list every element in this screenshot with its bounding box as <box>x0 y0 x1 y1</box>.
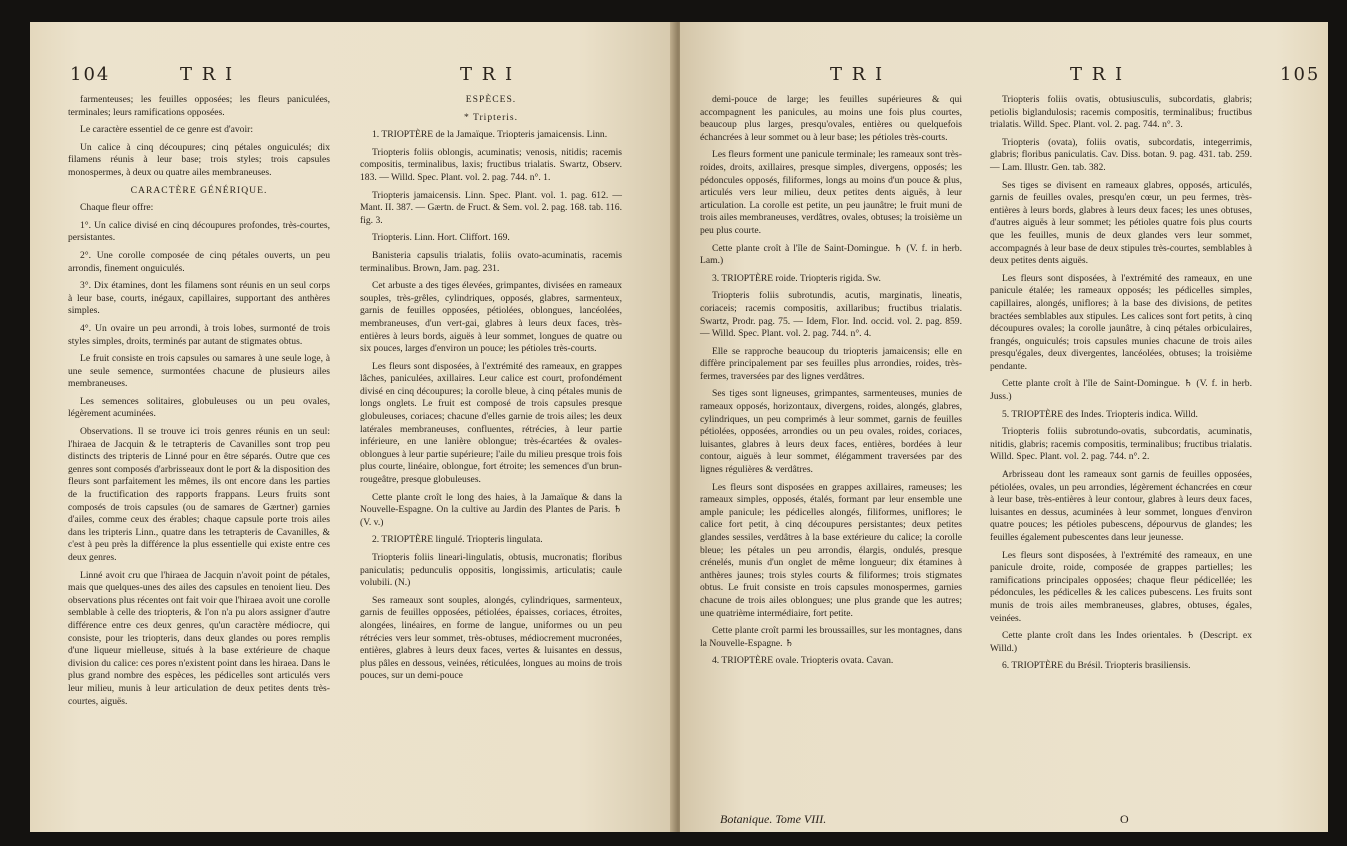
paragraph: Les fleurs sont disposées, à l'extrémité des rameaux, en une panicule droite, roide, composée de grappes partielles; les ramifications principales opposées; chaque fleur pédicellée; les pédoncules, les pédicelles & les calices pubescens. Les fruits sont munis de trois ailes membraneuses, glabres, obtuses, égales, veinées. <box>990 549 1252 624</box>
running-head-left-1: T R I <box>180 64 235 85</box>
open-book <box>30 22 1328 832</box>
paragraph: Triopteris jamaicensis. Linn. Spec. Plant. vol. 1. pag. 612. — Mant. II. 387. — Gærtn. de Fruct. & Sem. vol. 2. pag. 168. tab. 116. fig. 3. <box>360 189 622 226</box>
paragraph: 3. TRIOPTÈRE roide. Triopteris rigida. Sw. <box>712 272 881 284</box>
paragraph: 4°. Un ovaire un peu arrondi, à trois lobes, surmonté de trois styles simples, droits, terminés par autant de stigmates obtus. <box>68 322 330 347</box>
paragraph: Les fleurs sont disposées, à l'extrémité des rameaux, en une panicule étalée; les rameaux opposés; les pédicelles simples, capillaires, alongés, uniflores; à la base des divisions, de petites bractées semblables aux stipules. Les calices sont fort petits, à cinq découpures ovales; la corolle jaunâtre, à cinq pétales orbiculaires, frangés, onguiculés; trois capsules munies chacune de trois ailes presqu'égales, deux divergentes, lancéolées, obtuses; la troisième pendante. <box>990 272 1252 372</box>
paragraph: Arbrisseau dont les rameaux sont garnis de feuilles opposées, pétiolées, ovales, un peu arrondies, légèrement échancrées en cœur à leur base, très-entières à leur contour, glabres à leurs deux faces, luisantes en dessus, acuminées à leur sommet, longues d'environ quatre pouces; les pétioles pubescens, dépourvus de glandes; les feuilles également pubescentes dans leur jeunesse. <box>990 469 1252 543</box>
paragraph: Banisteria capsulis trialatis, foliis ovato-acuminatis, racemis terminalibus. Brown, Jam. pag. 231. <box>360 249 622 274</box>
paragraph: 3°. Dix étamines, dont les filamens sont réunis en un seul corps à leur base, courts, inégaux, capillaires, supportant des anthères simples. <box>68 280 330 317</box>
left-page <box>30 22 675 832</box>
paragraph: Cet arbuste a des tiges élevées, grimpantes, divisées en rameaux souples, très-grêles, cylindriques, opposés, glabres, sarmenteux, garnis de feuilles opposées, pétiolées, oblongues, lancéolées, membraneuses, d'un vert-gai, glabres à leurs deux faces, très-entières à leurs bords, aiguës à leur sommet, longues de quatre ou six pouces, larges d'environ un pouce; les pétioles très-courts. <box>360 280 622 355</box>
paragraph: Ses tiges se divisent en rameaux glabres, opposés, articulés, garnis de feuilles ovales, presqu'en cœur, un peu fermes, très-entières à leurs bords, glabres à leurs deux faces; les unes obtuses, d'autres aiguës à leur sommet; les pétioles quatre fois plus courts que les feuilles, munis de deux glandes vers leur sommet, accompagnés à leur base de deux stipules très-courtes, semblables à deux petites dents aiguës. <box>990 179 1252 267</box>
paragraph: 6. TRIOPTÈRE du Brésil. Triopteris brasiliensis. <box>1002 660 1191 672</box>
paragraph: 5. TRIOPTÈRE des Indes. Triopteris indica. Willd. <box>1002 408 1198 420</box>
paragraph: Les fleurs sont disposées en grappes axillaires, rameuses; les rameaux simples, opposés, étalés, formant par leur ensemble une ample panicule; les pédicelles alongés, filiformes, uniflores; le calice fort petit, à cinq découpures persistantes; deux petites glandes sessiles, verdâtres à la base extérieure du calice; la corolle bleue; les pétales un peu arrondis, élargis, ondulés, presque crénelés, munis d'un onglet de même longueur; dix étamines à anthères jaunes; trois styles courts & filiformes; trois stigmates obtus. Le fruit consiste en trois capsules monospermes, garnies chacune de trois ailes oblongues; une plus grande que les autres; une quatrième intermédiaire, fort petite. <box>700 481 962 619</box>
paragraph: * Tripteris. <box>463 111 519 123</box>
paragraph: 1. TRIOPTÈRE de la Jamaïque. Triopteris jamaicensis. Linn. <box>372 129 608 141</box>
right-column-1 <box>700 94 962 673</box>
paragraph: Cette plante croît parmi les broussailles, sur les montagnes, dans la Nouvelle-Espagne. ♄ <box>700 625 962 649</box>
paragraph: Le fruit consiste en trois capsules ou samares à une seule loge, à une seule semence, surmontées chacune de plusieurs ailes membraneuses. <box>68 353 330 390</box>
paragraph: Elle se rapproche beaucoup du triopteris jamaicensis; elle en diffère principalement par ses feuilles plus arrondies, roides, très-fermes, traversées par des lignes verdâtres. <box>700 345 962 382</box>
paragraph: Triopteris foliis oblongis, acuminatis; venosis, nitidis; racemis compositis, terminalibus, laxis; fructibus trialatis. Swartz, Observ. 183. — Willd. Spec. Plant. vol. 2. pag. 744. n°. 1. <box>360 146 622 183</box>
paragraph: Triopteris foliis subrotundo-ovatis, subcordatis, acuminatis, nitidis, glabris; racemis compositis, terminalibus; fructibus trialatis. Willd. Spec. Plant. vol. 2. pag. 744. n°. 2. <box>990 426 1252 463</box>
signature-mark: O <box>1120 812 1129 826</box>
paragraph: 2. TRIOPTÈRE lingulé. Triopteris lingulata. <box>372 534 543 546</box>
paragraph: Les fleurs sont disposées, à l'extrémité des rameaux, en grappes lâches, paniculées, axillaires. Leur calice est court, profondément divisé en cinq découpures; la corolle bleue, à cinq pétales munis de longs onglets. Le fruit est composé de trois capsules presque globuleuses, coriaces; chacune d'elles garnie de trois ailes; les deux latérales membraneuses, confluentes, rétrécies, à leur partie inférieure, en une lanière oblongue; très-écartées & ovales-oblongues à leur partie supérieure; l'aile du milieu presque trois fois plus courte, linéaire, oblongue, fort étroite; les semences d'un brun-rougeâtre, presque globuleuses. <box>360 360 622 486</box>
paragraph: Observations. Il se trouve ici trois genres réunis en un seul: l'hiraea de Jacquin & le tetrapteris de Cavanilles sont trop peu distincts des tripteris de Linné pour en être séparés. Outre que ces genres sont composés d'arbrisseaux dont le port & la disposition des fleurs sont parfaitement les mêmes, ils ont encore dans les parties de la fructification des rapports frappans. Leurs fruits sont composés de trois capsules (ou de samares de Gærtner) garnies d'ailes, comme ceux des érables; chaque capsule porte trois ailes dans les tripteris Linn., quatre dans les tetrapteris de Cavanilles, & c'est à peu près la différence la plus essentielle qui existe entre ces deux genres. <box>68 426 330 563</box>
paragraph: ESPÈCES. <box>465 94 517 105</box>
left-column-1 <box>68 94 330 713</box>
footer-volume: Botanique. Tome VIII. <box>720 812 827 826</box>
paragraph: Cette plante croît à l'île de Saint-Domingue. ♄ (V. f. in herb. Juss.) <box>990 378 1252 403</box>
paragraph: Triopteris (ovata), foliis ovatis, subcordatis, integerrimis, glabris; floribus paniculatis. Cav. Diss. botan. 9. pag. 431. tab. 259. — Lam. Illustr. Gen. tab. 382. <box>990 136 1252 173</box>
page-number-right: 105 <box>1280 64 1321 85</box>
paragraph: Triopteris foliis lineari-lingulatis, obtusis, mucronatis; floribus paniculatis; pedunculis oppositis, longissimis, articulatis; caule volubili. (N.) <box>360 552 622 589</box>
paragraph: Triopteris foliis ovatis, obtusiusculis, subcordatis, glabris; petiolis biglandulosis; racemis compositis, terminalibus; fructibus trialatis. Willd. Spec. Plant. vol. 2. pag. 744. n°. 3. <box>990 94 1252 131</box>
paragraph: Linné avoit cru que l'hiraea de Jacquin n'avoit point de pétales, mais que quelques-unes des ailes des capsules en tenoient lieu. Des observations plus récentes ont fait voir que l'hiraea avoit une corolle semblable à celle des triopteris, & l'on n'a pu alors assigner d'autre différence entre ces deux genres, qu'un caractère médiocre, qui consiste, pour les triopteris, dans deux glandes ou pores remplis d'une liqueur mielleuse, situés à la base extérieure de chaque division du calice: ces pores n'existent point dans les hiraea. Dans le plus grand nombre des espèces, les pédicelles sont articulés vers leur milieu, munis à leur articulation de deux petites dents très-courtes, aiguës. <box>68 569 330 707</box>
paragraph: Les semences solitaires, globuleuses ou un peu ovales, légèrement acuminées. <box>68 395 330 420</box>
paragraph: Le caractère essentiel de ce genre est d'avoir: <box>80 124 253 136</box>
running-head-right-1: T R I <box>830 64 885 85</box>
paragraph: Chaque fleur offre: <box>80 202 154 214</box>
right-page <box>680 22 1328 832</box>
paragraph: Ses rameaux sont souples, alongés, cylindriques, sarmenteux, garnis de feuilles opposées, pétiolées, épaisses, coriaces, étroites, alongées, linéaires, en forme de langue, uniformes ou un peu rétrécies vers leur sommet, très-obtuses, médiocrement mucronées, entières, glabres à leurs deux faces, vertes & luisantes en dessus, plus pâles en dessous, veinées, réticulées, longues au moins de trois pouces, sur un demi-pouce <box>360 594 622 682</box>
paragraph: demi-pouce de large; les feuilles supérieures & qui accompagnent les panicules, au moins une fois plus courtes, beaucoup plus larges, presqu'ovales, entières ou quelquefois échancrées à leur sommet ou à leur base; les pétioles très-courts. <box>700 94 962 143</box>
running-head-left-2: T R I <box>460 64 515 85</box>
paragraph: Cette plante croît à l'île de Saint-Domingue. ♄ (V. f. in herb. Lam.) <box>700 242 962 267</box>
running-head-right-2: T R I <box>1070 64 1125 85</box>
page-number-left: 104 <box>70 64 111 85</box>
paragraph: Un calice à cinq découpures; cinq pétales onguiculés; dix filamens réunis à leur base; trois styles; trois capsules monospermes, à deux ou quatre ailes membraneuses. <box>68 141 330 178</box>
paragraph: Cette plante croît dans les Indes orientales. ♄ (Descript. ex Willd.) <box>990 630 1252 654</box>
paragraph: CARACTÈRE GÉNÉRIQUE. <box>130 184 268 196</box>
paragraph: 2°. Une corolle composée de cinq pétales ouverts, un peu arrondis, finement onguiculés. <box>68 249 330 274</box>
paragraph: 4. TRIOPTÈRE ovale. Triopteris ovata. Cavan. <box>712 655 894 667</box>
paragraph: Ses tiges sont ligneuses, grimpantes, sarmenteuses, munies de rameaux opposés, horizontaux, divergens, roides, alongés, glabres, cylindriques, un peu comprimés à leur sommet, garnis de feuilles pétiolées, opposées, arrondies ou un peu ovales, roides, coriaces, luisantes, glabres à leurs deux faces, entières, bordées à leur contour, aiguës à leur sommet, élégamment traversées par des lignes régulières & verdâtres. <box>700 388 962 476</box>
right-column-2 <box>990 94 1252 678</box>
paragraph: Triopteris foliis subrotundis, acutis, marginatis, lineatis, coriaceis; racemis compositis, axillaribus; fructibus trialatis. Swartz, Prodr. pag. 75. — Idem, Flor. Ind. occid. vol. 2. pag. 859. — Willd. Spec. Plant. vol. 2. pag. 744. n°. 4. <box>700 290 962 340</box>
paragraph: Triopteris. Linn. Hort. Cliffort. 169. <box>372 232 510 244</box>
paragraph: 1°. Un calice divisé en cinq découpures profondes, très-courtes, persistantes. <box>68 219 330 244</box>
paragraph: farmenteuses; les feuilles opposées; les fleurs paniculées, terminales; leurs ramifications opposées. <box>68 94 330 118</box>
paragraph: Cette plante croît le long des haies, à la Jamaïque & dans la Nouvelle-Espagne. On la cultive au Jardin des Plantes de Paris. ♄ (V. v.) <box>360 491 622 528</box>
paragraph: Les fleurs forment une panicule terminale; les rameaux sont très-roides, droits, axillaires, presque simples, divergens, opposés; les pédoncules opposés, filiformes, longs au moins d'un pouce & plus, articulés vers leur milieu, deux petites dents aiguës, à leur articulation. La corolle est petite, un peu jaunâtre; le fruit muni de trois ailes membraneuses, verdâtres, ovales, obtuses; la troisième un peu plus courte. <box>700 149 962 236</box>
left-column-2 <box>360 94 622 688</box>
